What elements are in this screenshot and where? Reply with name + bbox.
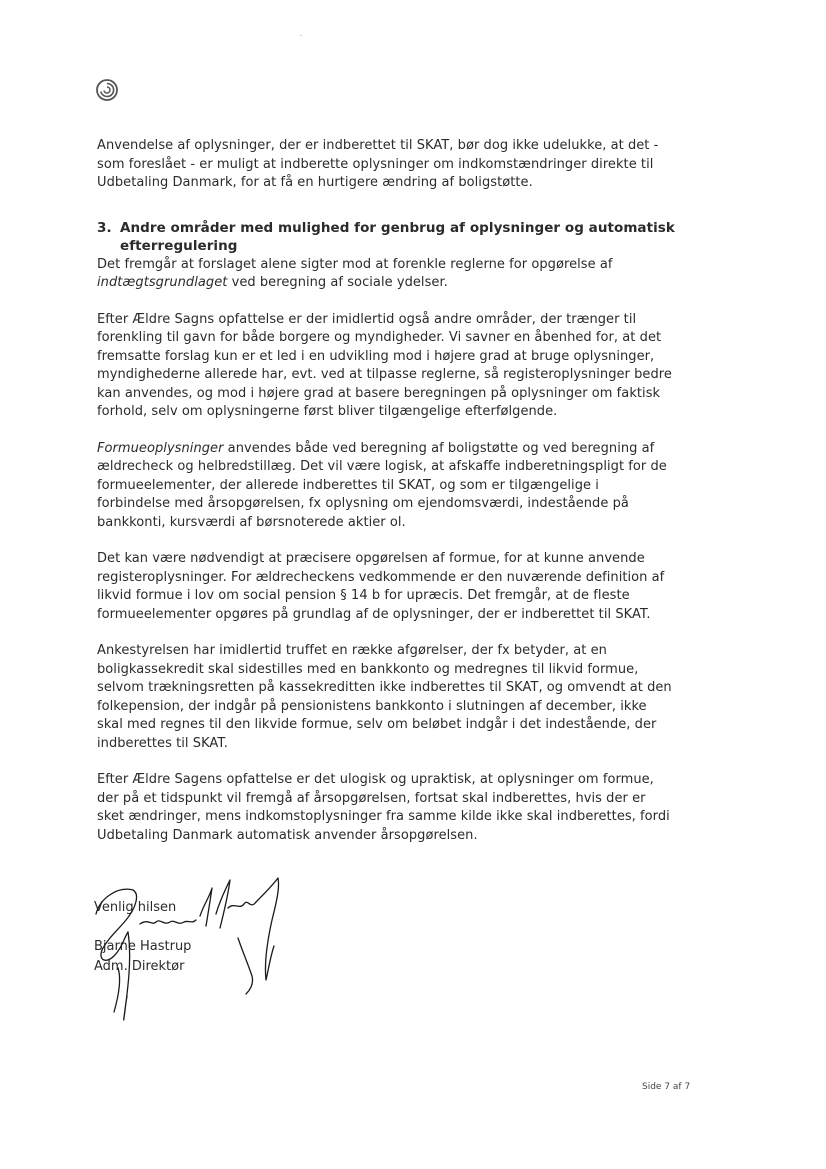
closing-greeting: Venlig hilsen	[94, 900, 177, 915]
text-line: der på et tidspunkt vil fremgå af årsopgørelsen, fortsat skal indberettes, hvis der er	[97, 790, 646, 806]
paragraph	[97, 440, 697, 533]
intro-paragraph	[97, 137, 697, 193]
text-line: forhold, selv om oplysningerne først bliver tilgængelige efterfølgende.	[97, 404, 558, 419]
text-line: indberettes til SKAT.	[97, 735, 228, 751]
text-line: Det kan være nødvendigt at præcisere opgørelsen af formue, for at kunne anvende	[97, 551, 645, 566]
signer-name: Bjarne Hastrup	[94, 938, 192, 954]
text-line	[97, 274, 697, 293]
text-line: Ankestyrelsen har imidlertid truffet en række afgørelser, der fx betyder, at en	[97, 643, 607, 658]
text-line: formueelementer opgøres på grundlag af de oplysninger, der er indberettet til SKAT.	[97, 606, 651, 622]
text-line: kan anvendes, og mod i højere grad at basere beregningen på oplysninger om faktisk	[97, 385, 661, 401]
text-fragment: anvendes både ved beregning af boligstøtte og ved beregning af	[223, 440, 655, 456]
text-line: folkepension, der indgår på pensionistens bankkonto i slutningen af december, ikke	[97, 698, 647, 714]
text-line: Efter Ældre Sagens opfattelse er det ulogisk og upraktisk, at oplysninger om formue,	[97, 772, 654, 787]
section-heading	[97, 219, 697, 256]
paragraph	[97, 311, 697, 422]
text-fragment: ved beregning af sociale ydelser.	[227, 275, 448, 290]
emphasis-term: Formueoplysninger	[97, 440, 224, 456]
text-line: myndighederne allerede har, evt. ved at tilpasse reglerne, så registeroplysninger bedre	[97, 367, 672, 382]
paragraph	[97, 642, 697, 753]
section-title-line: Andre områder med mulighed for genbrug af oplysninger og automatisk	[120, 219, 675, 236]
text-line: formueelementer, der allerede indberettes til SKAT, og som er tilgængelige i	[97, 477, 599, 493]
section-title-line: efterregulering	[120, 238, 238, 254]
text-line	[97, 440, 697, 459]
text-line: bankkonti, kursværdi af børsnoterede aktier ol.	[97, 514, 406, 530]
org-logo-icon	[95, 78, 119, 102]
signer-title: Adm. Direktør	[94, 959, 185, 974]
handwritten-signature	[78, 868, 328, 1028]
section-intro-paragraph	[97, 256, 697, 293]
text-line: sket ændringer, mens indkomstoplysninger fra samme kilde ikke skal indberettes, fordi	[97, 809, 670, 824]
text-line: selvom trækningsretten på kassekreditten ikke indberettes til SKAT, og omvendt at den	[97, 680, 672, 695]
text-line: fremsatte forslag kun er et led i en udvikling mod i højere grad at bruge oplysninger,	[97, 348, 655, 364]
section-number: 3.	[97, 219, 112, 236]
text-line: Anvendelse af oplysninger, der er indberettet til SKAT, bør dog ikke udelukke, at det -	[97, 138, 659, 153]
text-line: som foreslået - er muligt at indberette oplysninger om indkomstændringer direkte til	[97, 156, 654, 172]
emphasis-term: indtægtsgrundlaget	[97, 275, 228, 290]
letter-body	[97, 137, 697, 863]
text-line: ældrecheck og helbredstillæg. Det vil være logisk, at afskaffe indberetningspligt for de	[97, 459, 667, 474]
text-line: Det fremgår at forslaget alene sigter mod at forenkle reglerne for opgørelse af	[97, 256, 613, 272]
text-line: boligkassekredit skal sidestilles med en bankkonto og medregnes til likvid formue,	[97, 661, 639, 677]
text-line: Efter Ældre Sagns opfattelse er der imidlertid også andre områder, der trænger til	[97, 311, 637, 327]
text-line: Udbetaling Danmark automatisk anvender årsopgørelsen.	[97, 827, 478, 843]
text-line: skal med regnes til den likvide formue, selv om beløbet indgår i det indestående, der	[97, 717, 657, 732]
scan-speck	[300, 35, 302, 36]
text-line: forbindelse med årsopgørelsen, fx oplysning om ejendomsværdi, indestående på	[97, 496, 629, 511]
text-line: forenkling til gavn for både borgere og myndigheder. Vi savner en åbenhed for, at det	[97, 330, 662, 345]
page-number: Side 7 af 7	[642, 1082, 691, 1092]
text-line: Udbetaling Danmark, for at få en hurtigere ændring af boligstøtte.	[97, 175, 533, 190]
paragraph	[97, 550, 697, 624]
text-line: registeroplysninger. For ældrecheckens vedkommende er den nuværende definition af	[97, 569, 665, 585]
text-line: likvid formue i lov om social pension § 14 b for upræcis. Det fremgår, at de fleste	[97, 588, 630, 603]
paragraph	[97, 771, 697, 845]
